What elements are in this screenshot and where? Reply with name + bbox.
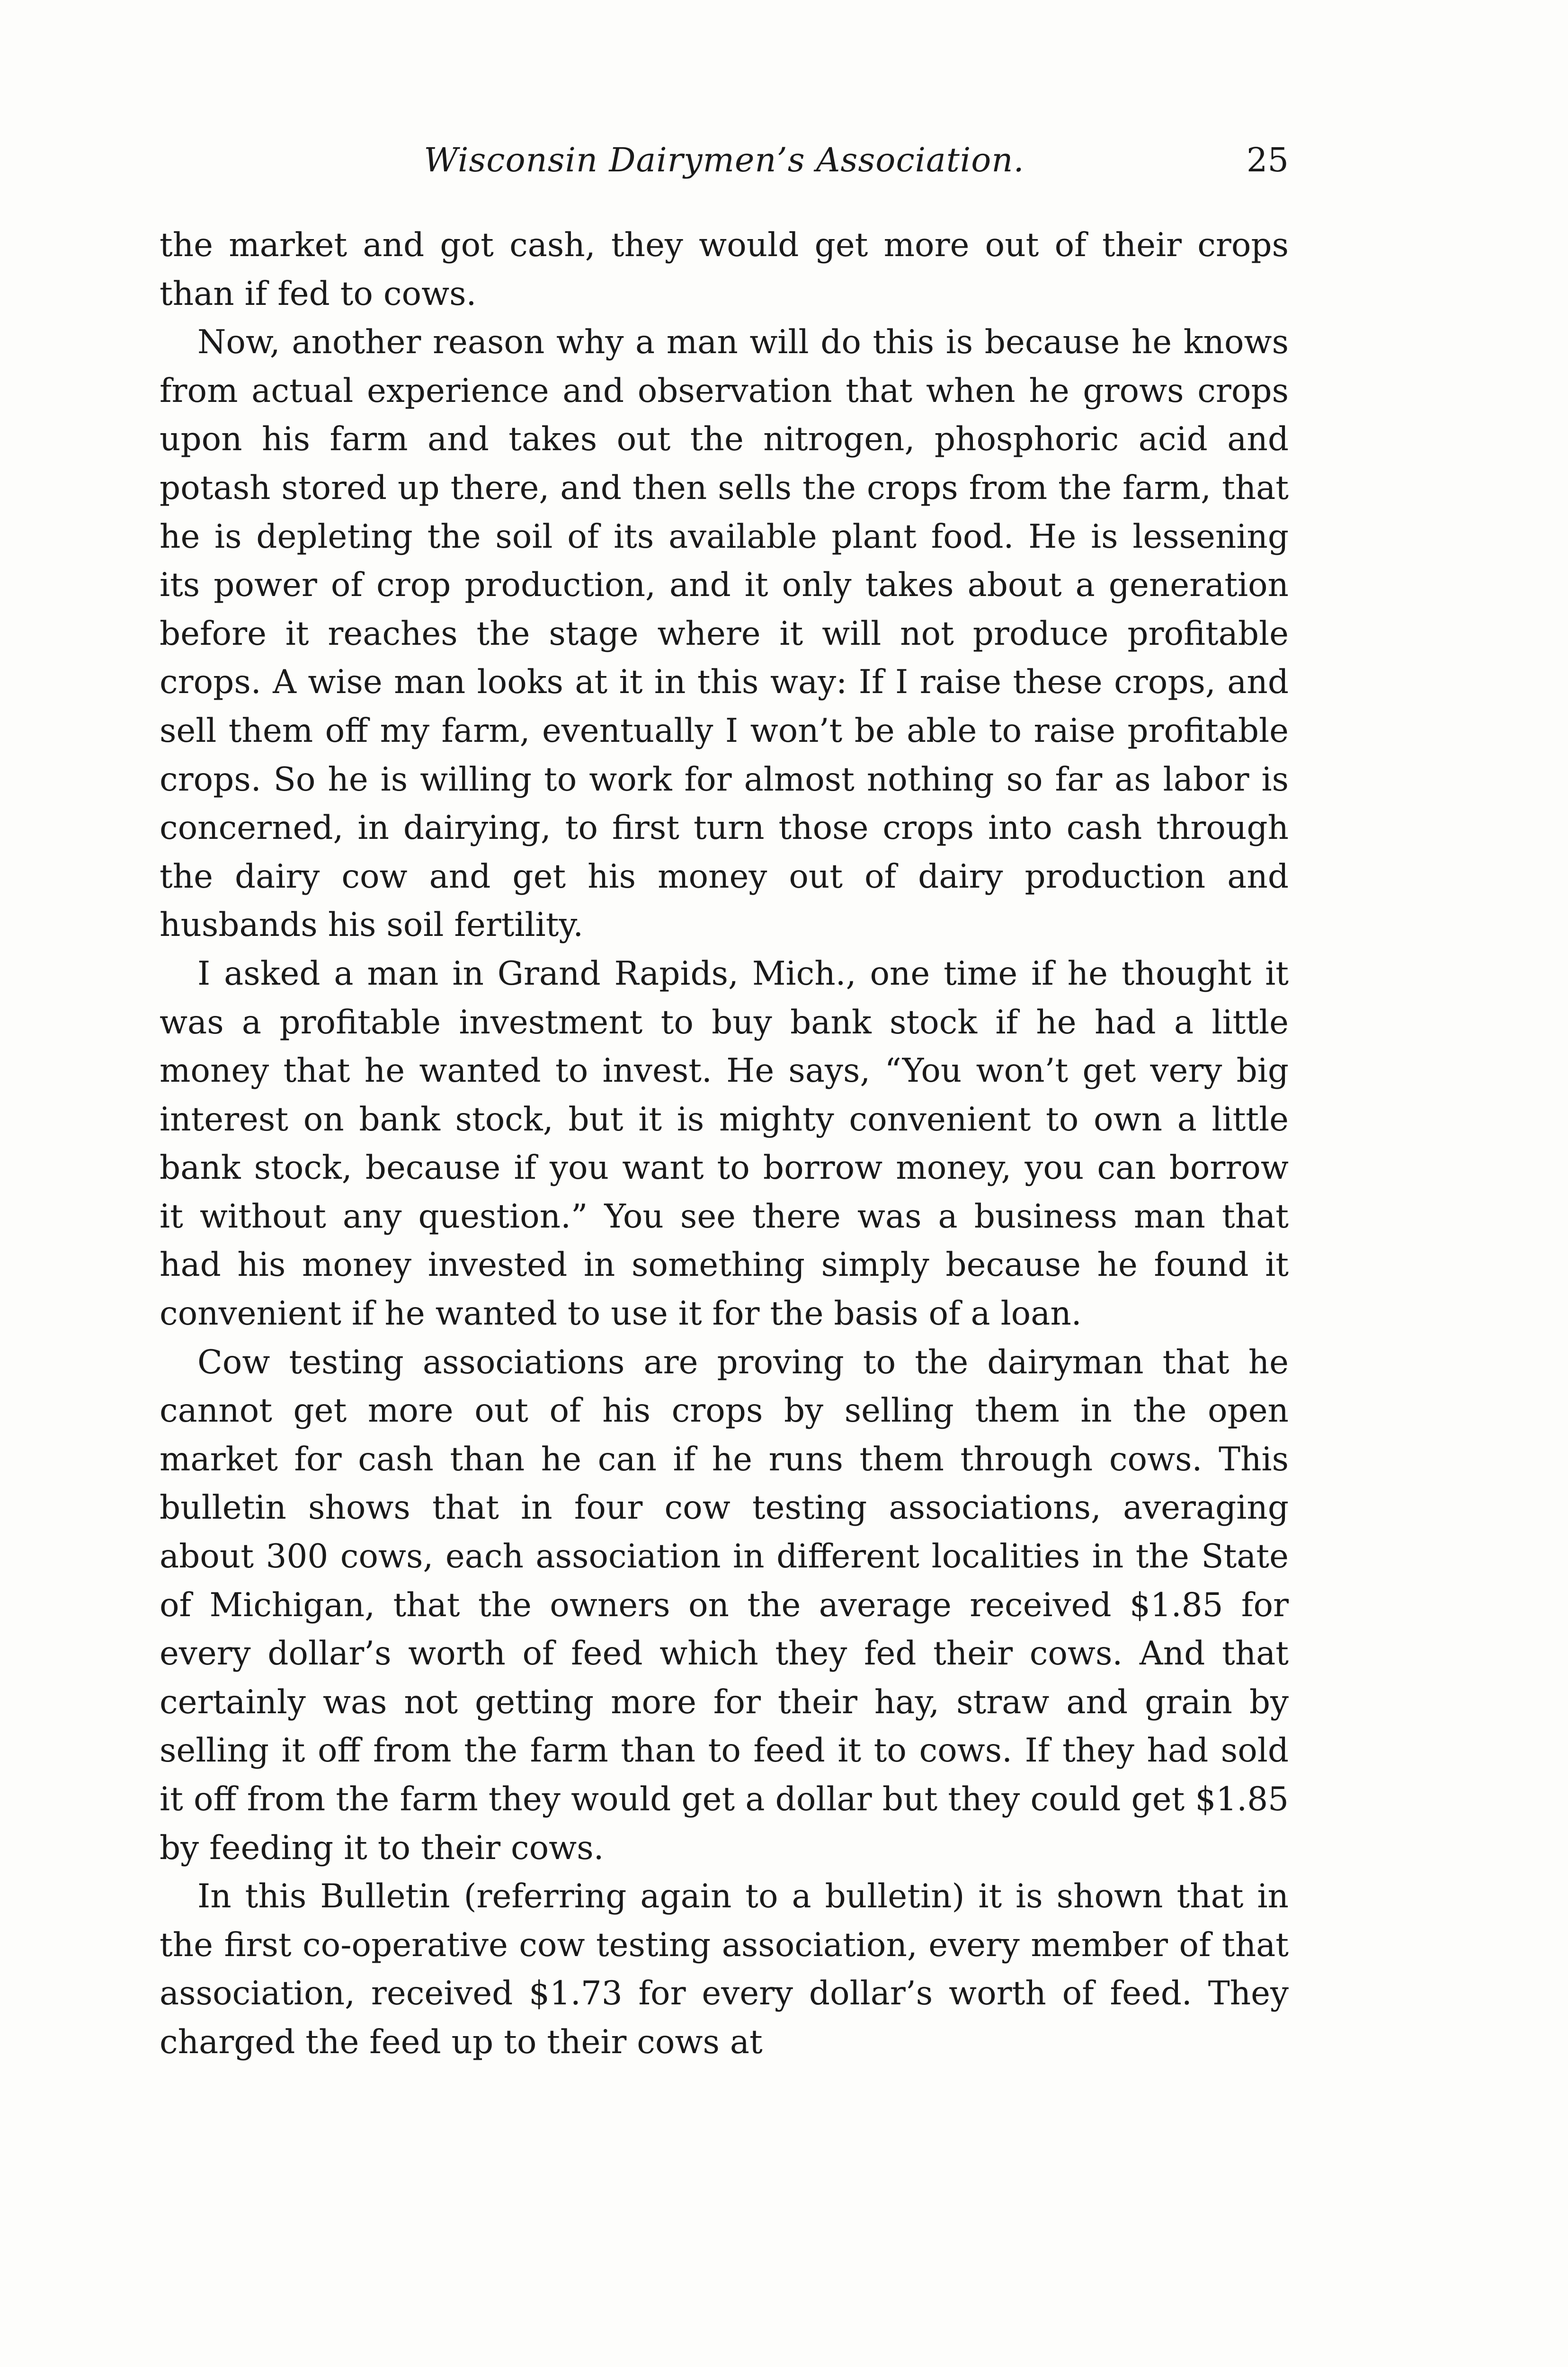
running-head (160, 132, 1289, 188)
running-title: Wisconsin Dairymen’s Association. (424, 141, 1025, 179)
paragraph: In this Bulletin (referring again to a bulletin) it is shown that in the first co-operative cow testing association, every member of that association, received $1.73 for every dollar’s worth of feed. They charged the feed up to their cows at (160, 1878, 1289, 2061)
paragraph-continuation: the market and got cash, they would get more out of their crops than if fed to cows. (160, 226, 1289, 313)
paragraph: Now, another reason why a man will do this is because he knows from actual experience and observation that when he grows crops upon his farm and takes out the nitrogen, phosphoric acid and potash stored up there, and then sells the crops from the farm, that he is depleting the soil of its available plant food. He is lessening its power of crop production, and it only takes about a generation before it reaches the stage where it will not produce profitable crops. A wise man looks at it in this way: If I raise these crops, and sell them off my farm, eventually I won’t be able to raise profitable crops. So he is willing to work for almost nothing so far as labor is concerned, in dairying, to first turn those crops into cash through the dairy cow and get his money out of dairy production and husbands his soil fertility. (160, 323, 1289, 944)
paragraph: Cow testing associations are proving to the dairyman that he cannot get more out of his crops by selling them in the open market for cash than he can if he runs them through cows. This bulletin shows that in four cow testing associations, averaging about 300 cows, each association in different localities in the State of Michigan, that the owners on the average received $1.85 for every dollar’s worth of feed which they fed their cows. And that certainly was not getting more for their hay, straw and grain by selling it off from the farm than to feed it to cows. If they had sold it off from the farm they would get a dollar but they could get $1.85 by feeding it to their cows. (160, 1343, 1289, 1867)
body-text (160, 221, 1289, 2067)
paragraph: I asked a man in Grand Rapids, Mich., one time if he thought it was a profitable investment to buy bank stock if he had a little money that he wanted to invest. He says, “You won’t get very big interest on bank stock, but it is mighty convenient to own a little bank stock, because if you want to borrow money, you can borrow it without any question.” You see there was a business man that had his money invested in something simply because he found it convenient if he wanted to use it for the basis of a loan. (160, 954, 1289, 1333)
page-number: 25 (1246, 141, 1289, 179)
